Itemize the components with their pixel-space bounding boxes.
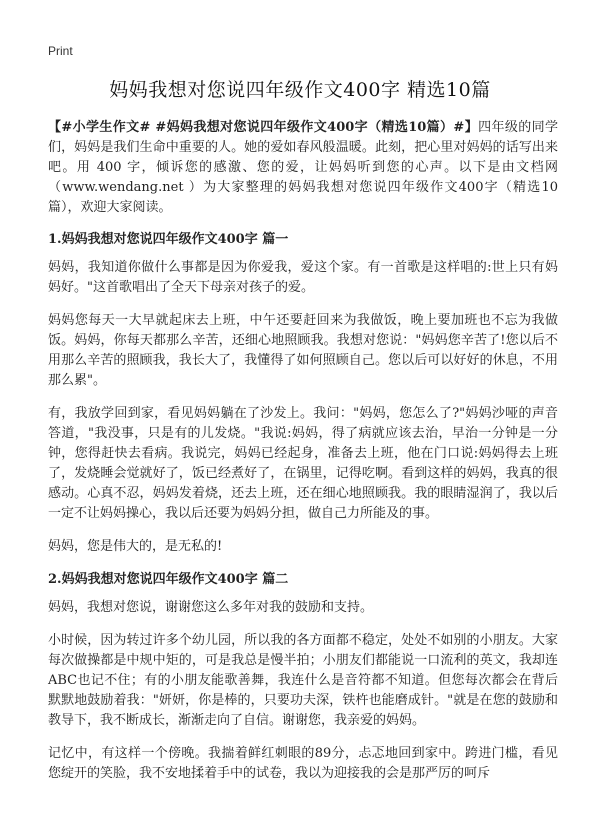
- page-title: 妈妈我想对您说四年级作文400字 精选10篇: [109, 79, 491, 101]
- paragraph: 小时候，因为转过许多个幼儿园，所以我的各方面都不稳定，处处不如别的小朋友。大家每次做操都是中规中矩的，可是我总是慢半拍；小朋友们都能说一口流利的英文，我却连ABC也记不住；有的小朋友能歌善舞，我连什么是音符都不知道。但您每次都会在背后默默地鼓励着我："妍妍，你是棒的，只要功夫深，铁杵也能磨成针。"就是在您的鼓励和教导下，我不断成长，渐渐走向了自信。谢谢您，我亲爱的妈妈。: [48, 633, 558, 728]
- section-1: [48, 230, 558, 557]
- paragraph: 妈妈，我知道你做什么事都是因为你爱我，爱这个家。有一首歌是这样唱的:世上只有妈妈好。"这首歌唱出了全天下母亲对孩子的爱。: [48, 260, 558, 295]
- section-2: [48, 570, 558, 784]
- paragraph: 妈妈，我想对您说，谢谢您这么多年对我的鼓励和支持。: [48, 600, 374, 615]
- intro-text: 四年级的同学们，妈妈是我们生命中重要的人。她的爱如春风般温暖。此刻，把心里对妈妈的话写出来吧。用 400 字，倾诉您的感激、您的爱，让妈妈听到您的心声。以下是由文档网（www.wendang.net ）为大家整理的妈妈我想对您说四年级作文400字（精选10篇），欢迎大家阅读。: [48, 120, 558, 215]
- intro-paragraph: [48, 118, 558, 218]
- paragraph: 有，我放学回到家，看见妈妈躺在了沙发上。我问："妈妈，您怎么了?"妈妈沙哑的声音答道，"我没事，只是有的儿发烧。"我说:妈妈，得了病就应该去治，早治一分钟是一分钟，您得赶快去看病。我说完，妈妈已经起身，准备去上班，他在门口说:妈妈得去上班了，发烧睡会觉就好了，饭已经煮好了，在锅里，记得吃啊。看到这样的妈妈，我真的很感动。心真不忍，妈妈发着烧，还去上班，还在细心地照顾我。我的眼睛湿润了，我以后一定不让妈妈操心，我以后还要为妈妈分担，做自己力所能及的事。: [48, 406, 558, 521]
- section-heading: 2.妈妈我想对您说四年级作文400字 篇二: [48, 572, 289, 587]
- print-label[interactable]: Print: [48, 44, 73, 58]
- paragraph: 妈妈您每天一大早就起床去上班，中午还要赶回来为我做饭，晚上要加班也不忘为我做饭。妈妈，你每天都那么辛苦，还细心地照顾我。我想对您说："妈妈您辛苦了!您以后不用那么辛苦的照顾我，我长大了，我懂得了如何照顾自己。您以后可以好好的休息，不用那么累"。: [48, 313, 558, 388]
- section-heading: 1.妈妈我想对您说四年级作文400字 篇一: [48, 232, 289, 247]
- paragraph: 妈妈，您是伟大的，是无私的!: [48, 539, 223, 554]
- paragraph: 记忆中，有这样一个傍晚。我揣着鲜红刺眼的89分，忐忑地回到家中。跨进门槛，看见您绽开的笑脸，我不安地揉着手中的试卷，我以为迎接我的会是那严厉的呵斥: [48, 746, 558, 781]
- article-body: [48, 118, 558, 797]
- intro-tags: 【#小学生作文# #妈妈我想对您说四年级作文400字（精选10篇）#】: [48, 120, 479, 135]
